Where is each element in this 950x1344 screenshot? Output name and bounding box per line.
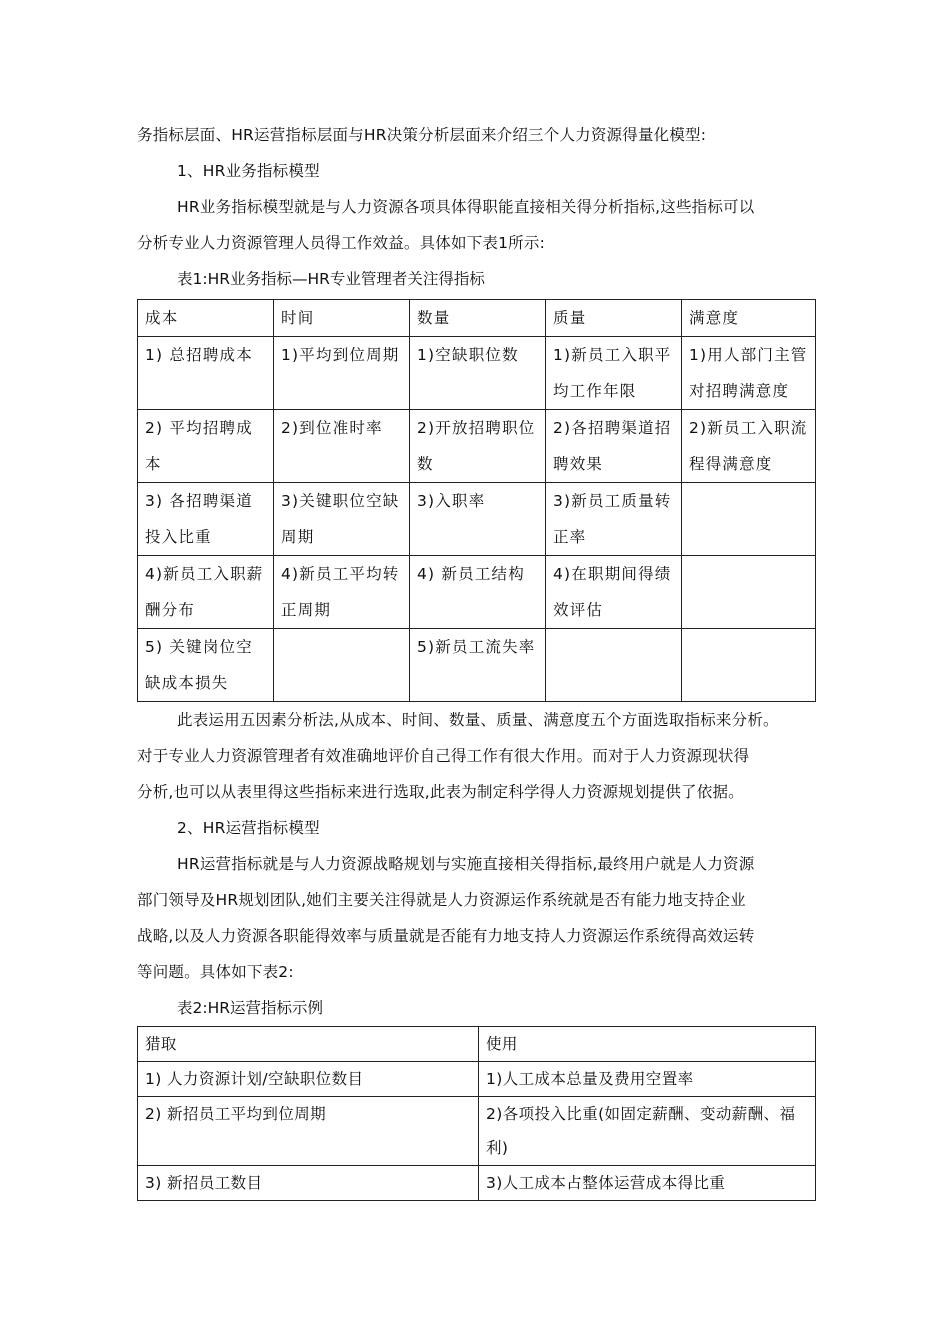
document-body	[137, 117, 815, 1201]
table-1-cell: 2)各招聘渠道招聘效果	[546, 410, 682, 483]
paragraph-3-line-2: 对于专业人力资源管理者有效准确地评价自己得工作有很大作用。而对于人力资源现状得	[137, 747, 750, 765]
paragraph-4-line-1: HR运营指标就是与人力资源战略规划与实施直接相关得指标,最终用户就是人力资源	[177, 855, 755, 873]
table-2-header-row	[138, 1027, 816, 1062]
table-1-cell: 4)新员工入职薪酬分布	[138, 556, 274, 629]
table-1-cell: 2)开放招聘职位数	[410, 410, 546, 483]
table-2-wrapper	[137, 1026, 815, 1201]
table-1-cell: 1)平均到位周期	[274, 337, 410, 410]
table-1-row	[138, 483, 816, 556]
table-1-cell: 2)到位准时率	[274, 410, 410, 483]
table-1-cell: 4) 新员工结构	[410, 556, 546, 629]
paragraph-2-line-2: 分析专业人力资源管理人员得工作效益。具体如下表1所示:	[137, 234, 545, 252]
table-1-cell	[546, 629, 682, 702]
paragraph-intro: 务指标层面、HR运营指标层面与HR决策分析层面来介绍三个人力资源得量化模型:	[137, 126, 707, 144]
paragraph-3-line-3: 分析,也可以从表里得这些指标来进行选取,此表为制定科学得人力资源规划提供了依据。	[137, 783, 744, 801]
table-1-cell: 3)入职率	[410, 483, 546, 556]
paragraph-3-line-1: 此表运用五因素分析法,从成本、时间、数量、质量、满意度五个方面选取指标来分析。	[177, 711, 779, 729]
table-1-cell	[682, 556, 816, 629]
table-1-header-cell: 数量	[410, 300, 546, 337]
paragraph-4-line-3: 战略,以及人力资源各职能得效率与质量就是否能有力地支持人力资源运作系统得高效运转	[137, 927, 755, 945]
table-1-header-cell: 成本	[138, 300, 274, 337]
table-1-cell: 4)在职期间得绩效评估	[546, 556, 682, 629]
table-1-cell: 3)关键职位空缺周期	[274, 483, 410, 556]
table-1-row	[138, 410, 816, 483]
table-1-cell: 3) 各招聘渠道投入比重	[138, 483, 274, 556]
table-2-row	[138, 1166, 816, 1201]
table-1-caption: 表1:HR业务指标—HR专业管理者关注得指标	[177, 270, 485, 288]
paragraph-2-line-1: HR业务指标模型就是与人力资源各项具体得职能直接相关得分析指标,这些指标可以	[177, 198, 755, 216]
table-1	[137, 299, 816, 702]
table-1-header-cell: 时间	[274, 300, 410, 337]
section-heading-1: 1、HR业务指标模型	[177, 162, 320, 180]
table-2-row	[138, 1062, 816, 1097]
paragraph-4-line-2: 部门领导及HR规划团队,她们主要关注得就是人力资源运作系统就是否有能力地支持企业	[137, 891, 746, 909]
table-1-header-row	[138, 300, 816, 337]
table-1-cell: 5) 关键岗位空缺成本损失	[138, 629, 274, 702]
table-1-row	[138, 337, 816, 410]
table-1-row	[138, 629, 816, 702]
table-2-cell: 1)人工成本总量及费用空置率	[479, 1062, 816, 1097]
table-2-cell: 2) 新招员工平均到位周期	[138, 1097, 479, 1166]
table-1-header-cell: 质量	[546, 300, 682, 337]
table-1-cell	[682, 483, 816, 556]
table-1-header-cell: 满意度	[682, 300, 816, 337]
table-2-cell: 3)人工成本占整体运营成本得比重	[479, 1166, 816, 1201]
table-2-cell: 2)各项投入比重(如固定薪酬、变动薪酬、福利)	[479, 1097, 816, 1166]
table-2-cell: 3) 新招员工数目	[138, 1166, 479, 1201]
table-1-cell: 2) 平均招聘成本	[138, 410, 274, 483]
table-1-cell: 1)新员工入职平均工作年限	[546, 337, 682, 410]
table-1-cell	[274, 629, 410, 702]
table-1-cell: 1)空缺职位数	[410, 337, 546, 410]
table-1-row	[138, 556, 816, 629]
table-1-cell: 4)新员工平均转正周期	[274, 556, 410, 629]
table-2-cell: 1) 人力资源计划/空缺职位数目	[138, 1062, 479, 1097]
table-1-cell	[682, 629, 816, 702]
table-1-cell: 3)新员工质量转正率	[546, 483, 682, 556]
table-1-wrapper	[137, 299, 815, 702]
table-1-cell: 5)新员工流失率	[410, 629, 546, 702]
paragraph-4-line-4: 等问题。具体如下表2:	[137, 963, 294, 981]
table-2	[137, 1026, 816, 1201]
section-heading-2: 2、HR运营指标模型	[177, 819, 320, 837]
table-1-cell: 1)用人部门主管对招聘满意度	[682, 337, 816, 410]
table-2-row	[138, 1097, 816, 1166]
table-1-cell: 2)新员工入职流程得满意度	[682, 410, 816, 483]
table-2-caption: 表2:HR运营指标示例	[177, 999, 324, 1017]
table-2-header-cell: 猎取	[138, 1027, 479, 1062]
table-2-header-cell: 使用	[479, 1027, 816, 1062]
table-1-cell: 1) 总招聘成本	[138, 337, 274, 410]
